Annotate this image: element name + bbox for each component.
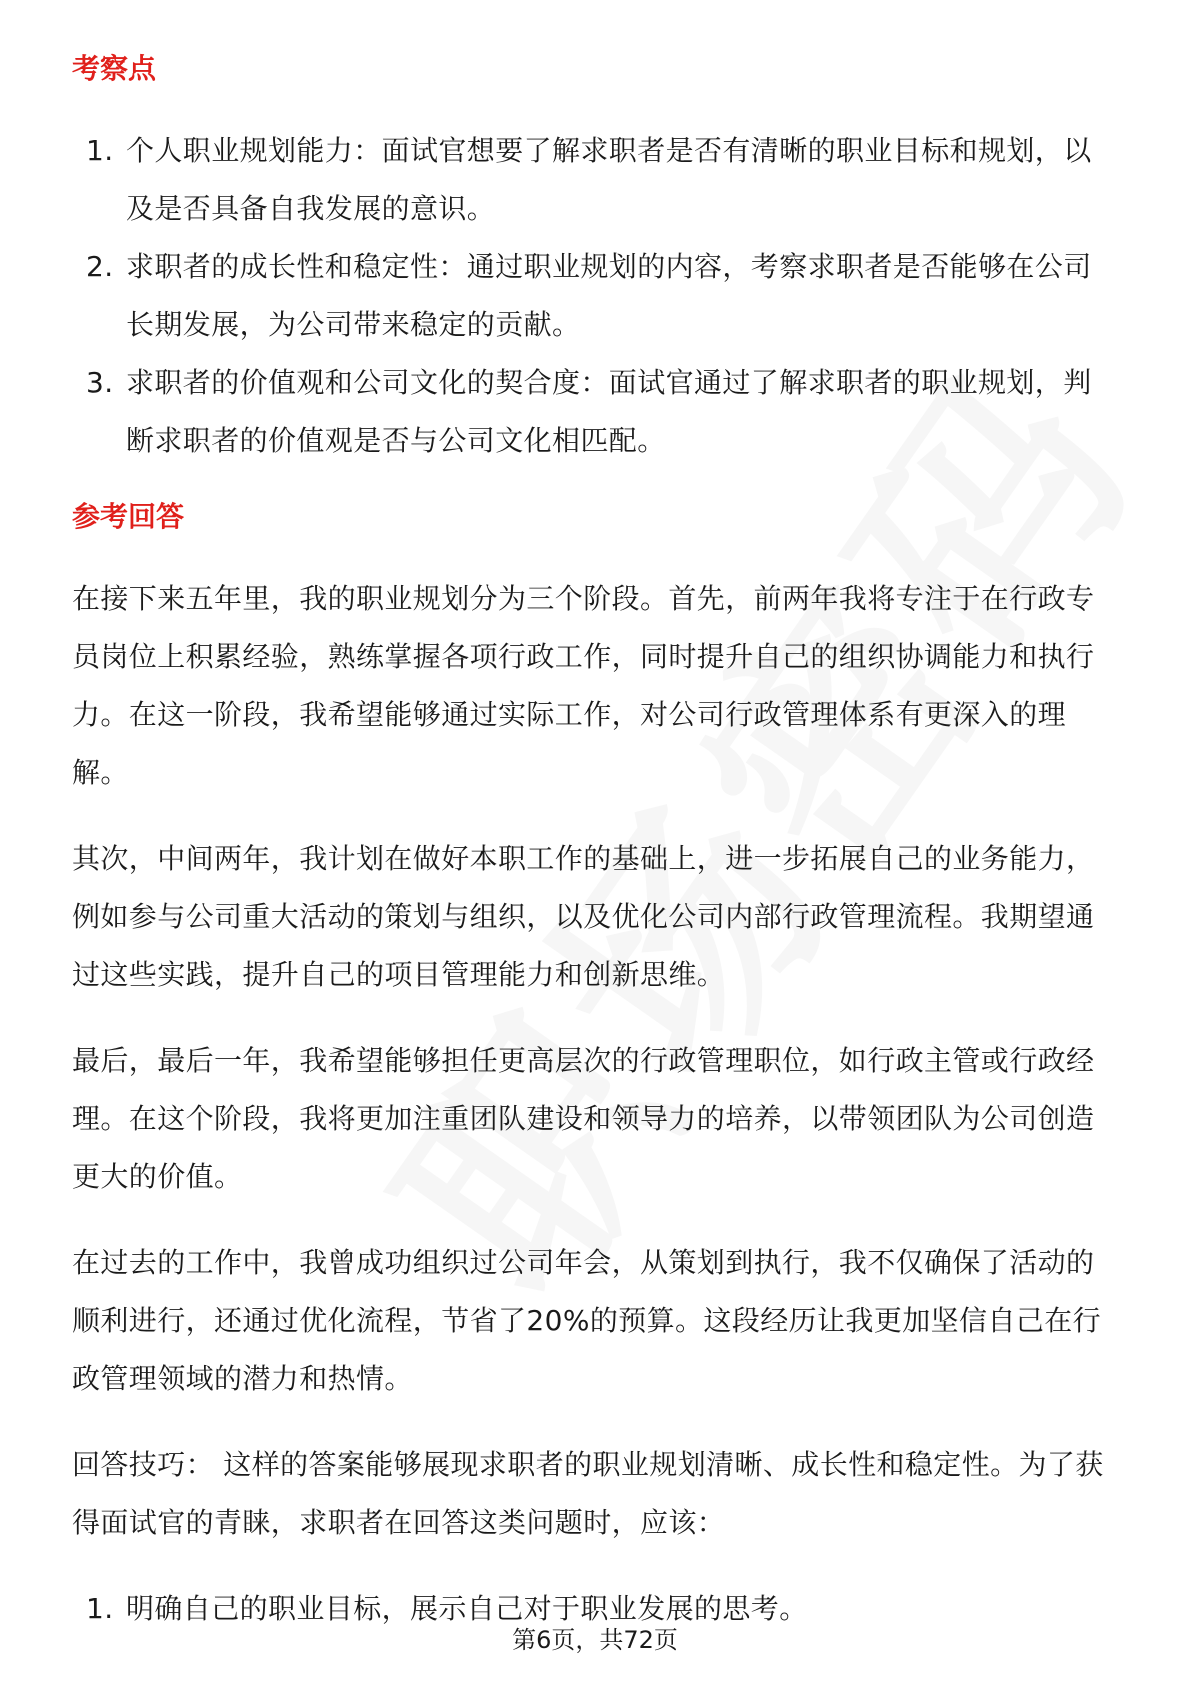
list-item [72, 122, 1115, 238]
answer-paragraph: 在接下来五年里，我的职业规划分为三个阶段。首先，前两年我将专注于在行政专员岗位上积累经验，熟练掌握各项行政工作，同时提升自己的组织协调能力和执行力。在这一阶段，我希望能够通过实际工作，对公司行政管理体系有更深入的理解。 [72, 582, 1095, 789]
answer-paragraph: 最后，最后一年，我希望能够担任更高层次的行政管理职位，如行政主管或行政经理。在这个阶段，我将更加注重团队建设和领导力的培养，以带领团队为公司创造更大的价值。 [72, 1044, 1095, 1193]
list-item-text: 求职者的价值观和公司文化的契合度：面试官通过了解求职者的职业规划，判断求职者的价值观是否与公司文化相匹配。 [126, 366, 1092, 457]
list-number: 2. [86, 250, 114, 283]
list-number: 1. [86, 1592, 114, 1625]
answer-tips-paragraph: 回答技巧： 这样的答案能够展现求职者的职业规划清晰、成长性和稳定性。为了获得面试官的青睐，求职者在回答这类问题时，应该： [72, 1448, 1104, 1539]
kaochadian-list [72, 122, 1115, 470]
section-heading-kaochadian: 考察点 [72, 52, 157, 85]
list-number: 3. [86, 366, 114, 399]
page-footer: 第6页，共72页 [512, 1626, 678, 1654]
answer-paragraph: 其次，中间两年，我计划在做好本职工作的基础上，进一步拓展自己的业务能力，例如参与公司重大活动的策划与组织，以及优化公司内部行政管理流程。我期望通过这些实践，提升自己的项目管理能力和创新思维。 [72, 842, 1095, 991]
section-heading-cankaohuida: 参考回答 [72, 500, 185, 533]
answer-paragraph: 在过去的工作中，我曾成功组织过公司年会，从策划到执行，我不仅确保了活动的顺利进行，还通过优化流程，节省了20%的预算。这段经历让我更加坚信自己在行政管理领域的潜力和热情。 [72, 1246, 1102, 1395]
list-item-text: 求职者的成长性和稳定性：通过职业规划的内容，考察求职者是否能够在公司长期发展，为公司带来稳定的贡献。 [126, 250, 1092, 341]
list-item-text: 个人职业规划能力：面试官想要了解求职者是否有清晰的职业目标和规划，以及是否具备自我发展的意识。 [126, 134, 1092, 225]
list-number: 1. [86, 134, 114, 167]
list-item [72, 238, 1115, 354]
list-item [72, 354, 1115, 470]
list-item-text: 明确自己的职业目标，展示自己对于职业发展的思考。 [126, 1592, 808, 1625]
